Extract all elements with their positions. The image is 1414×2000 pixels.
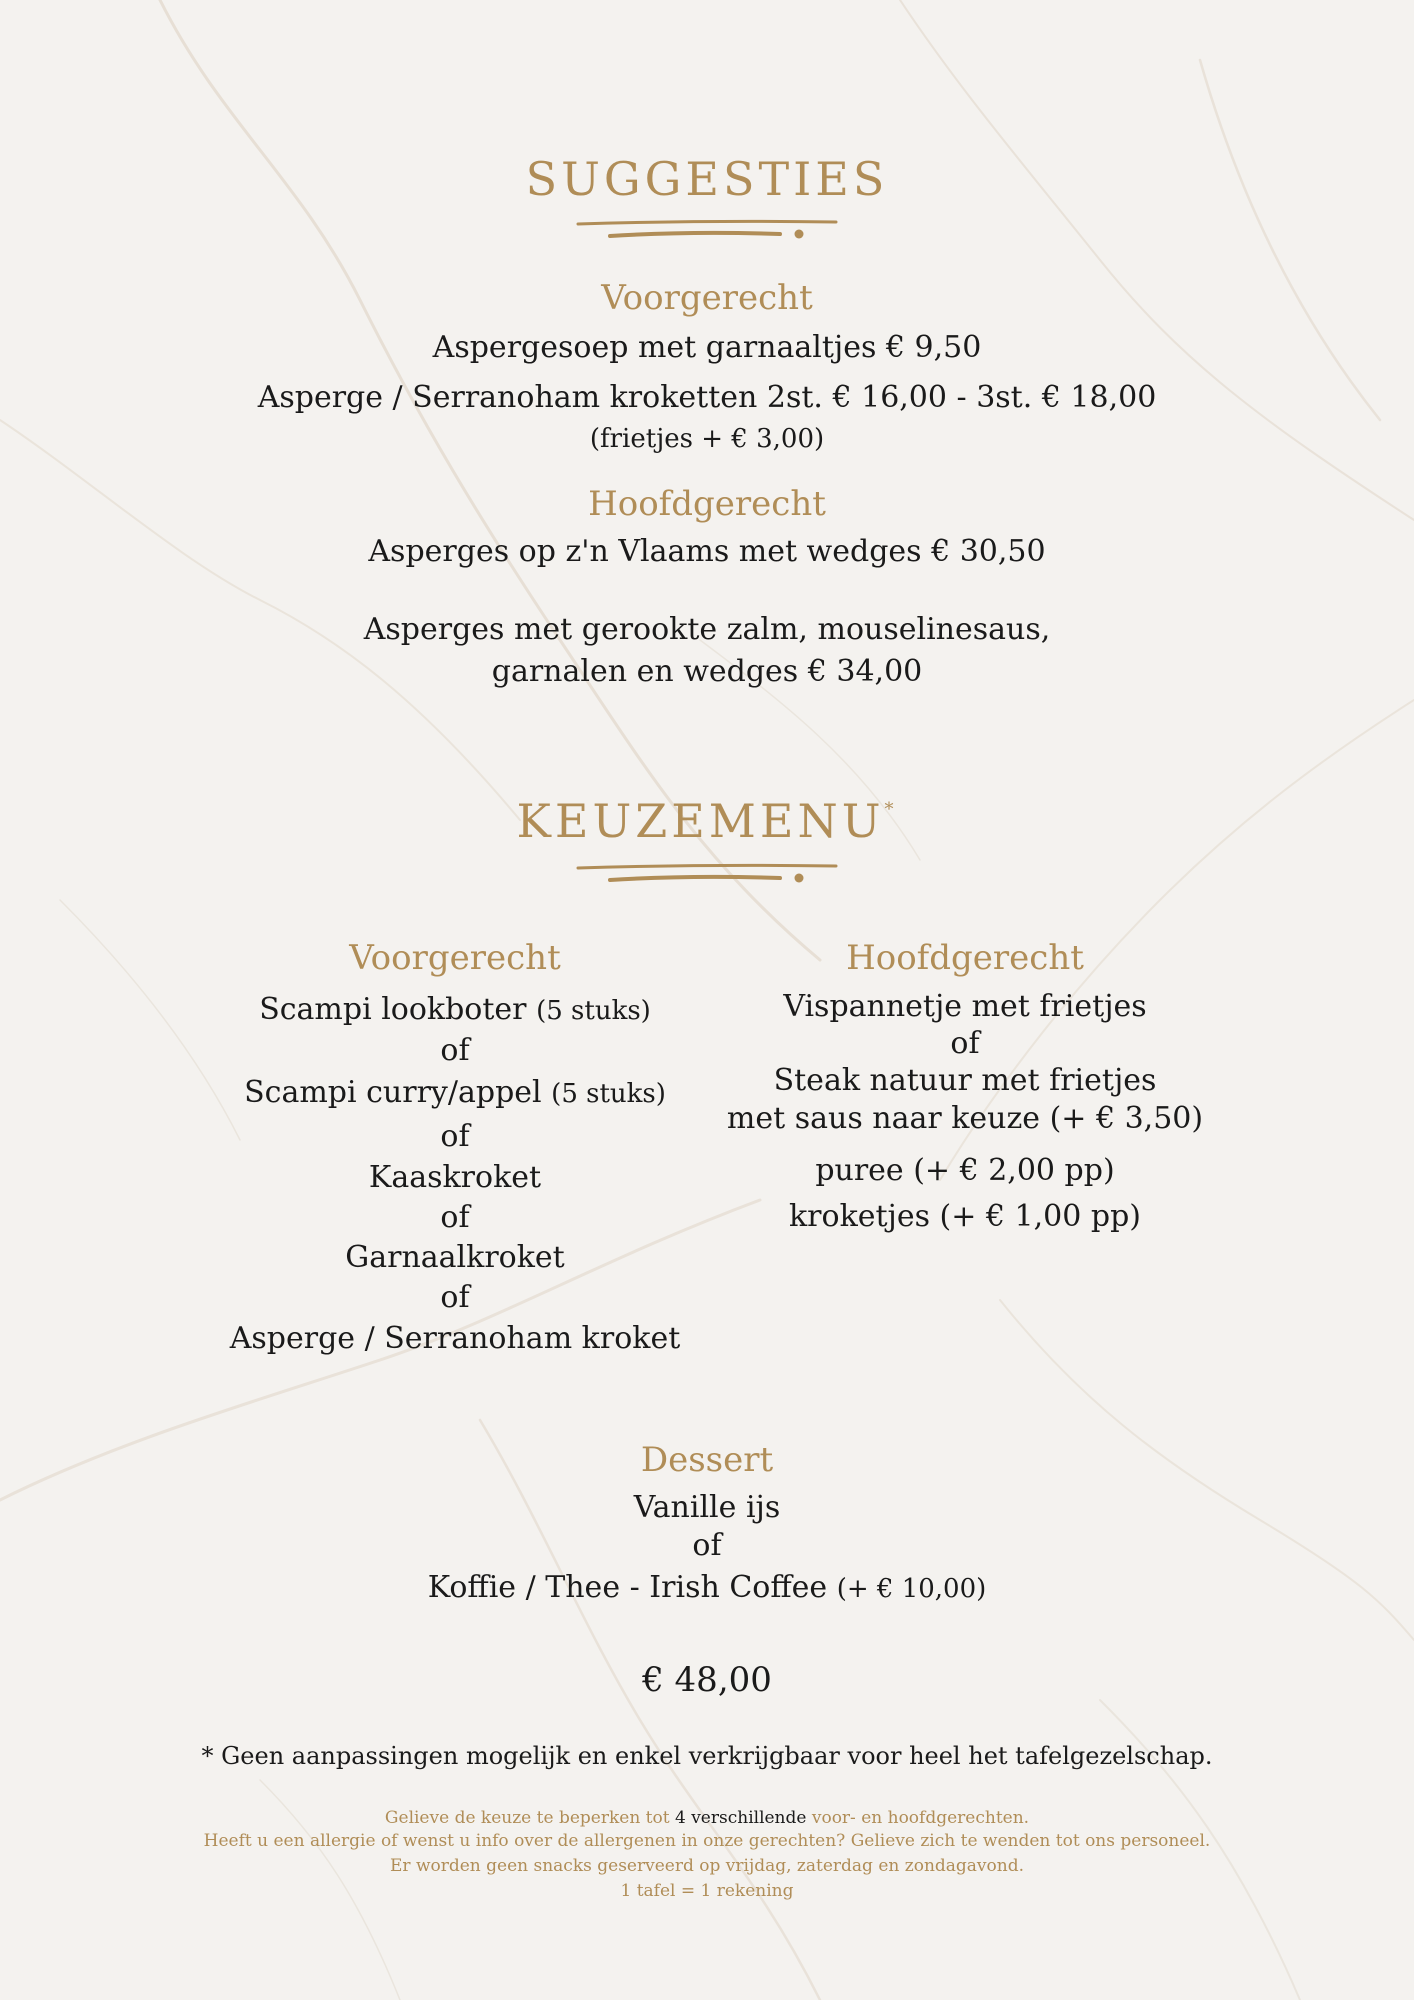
keuzemenu-title: KEUZEMENU*: [516, 794, 898, 848]
suggesties-voor-item-1: Aspergesoep met garnaaltjes € 9,50: [432, 330, 982, 365]
keuzemenu-asterisk: *: [884, 798, 898, 820]
footer-line-4: 1 tafel = 1 rekening: [620, 1881, 794, 1901]
suggesties-title: SUGGESTIES: [525, 152, 889, 206]
ornament-divider: [570, 216, 844, 246]
keuzemenu-voorgerecht-heading: Voorgerecht: [349, 938, 561, 978]
keuze-hoofd-of-1: of: [950, 1026, 980, 1061]
keuzemenu-price: € 48,00: [642, 1660, 772, 1700]
suggesties-hoofd-item-1: Asperges op z'n Vlaams met wedges € 30,50: [368, 534, 1046, 569]
suggesties-voor-item-2-note: (frietjes + € 3,00): [589, 424, 825, 454]
keuzemenu-voorgerecht-column: [200, 938, 710, 1360]
keuzemenu-dessert-heading: Dessert: [640, 1440, 774, 1480]
footer-line-1: Gelieve de keuze te beperken tot 4 verschillende voor- en hoofdgerechten.: [384, 1808, 1030, 1828]
suggesties-voorgerecht-heading: Voorgerecht: [601, 278, 813, 318]
keuze-voor-line-4: Garnaalkroket: [345, 1240, 565, 1275]
suggesties-hoofd-item-2-line2: garnalen en wedges € 34,00: [491, 654, 923, 689]
suggesties-hoofdgerecht-heading: Hoofdgerecht: [588, 484, 826, 524]
keuzemenu-hoofdgerecht-heading: Hoofdgerecht: [846, 938, 1084, 978]
footnote: * Geen aanpassingen mogelijk en enkel verkrijgbaar voor heel het tafelgezelschap.: [201, 1742, 1213, 1770]
keuze-voor-line-3: Kaaskroket: [368, 1160, 542, 1195]
keuze-dessert-line-2: Koffie / Thee - Irish Coffee (+ € 10,00): [427, 1570, 987, 1605]
footer-line-2: Heeft u een allergie of wenst u info over de allergenen in onze gerechten? Gelieve zich te wenden tot ons personeel.: [203, 1831, 1211, 1851]
footer-line-3: Er worden geen snacks geserveerd op vrijdag, zaterdag en zondagavond.: [390, 1856, 1024, 1876]
suggesties-hoofd-item-2-line1: Asperges met gerookte zalm, mouselinesaus,: [363, 612, 1051, 647]
keuze-voor-line-1: Scampi lookboter (5 stuks): [259, 992, 651, 1027]
keuze-voor-of-3: of: [440, 1200, 470, 1235]
keuze-dessert-line-1: Vanille ijs: [633, 1490, 781, 1525]
keuze-hoofd-line-1: Vispannetje met frietjes: [783, 989, 1147, 1024]
keuze-dessert-of-1: of: [692, 1528, 722, 1563]
keuze-hoofd-line-3: met saus naar keuze (+ € 3,50): [726, 1101, 1204, 1136]
keuze-voor-line-5: Asperge / Serranoham kroket: [229, 1321, 681, 1356]
keuze-voor-of-2: of: [440, 1119, 470, 1154]
ornament-divider: [570, 860, 844, 890]
keuze-voor-of-1: of: [440, 1033, 470, 1068]
keuze-voor-line-2: Scampi curry/appel (5 stuks): [244, 1075, 666, 1110]
keuze-voor-of-4: of: [440, 1280, 470, 1315]
keuze-hoofd-line-2: Steak natuur met frietjes: [773, 1063, 1157, 1098]
keuze-hoofd-line-4: puree (+ € 2,00 pp): [815, 1153, 1115, 1188]
keuze-hoofd-line-5: kroketjes (+ € 1,00 pp): [788, 1199, 1141, 1234]
keuzemenu-hoofdgerecht-column: [720, 938, 1210, 1240]
suggesties-voor-item-2: Asperge / Serranoham kroketten 2st. € 16,00 - 3st. € 18,00: [257, 380, 1157, 415]
